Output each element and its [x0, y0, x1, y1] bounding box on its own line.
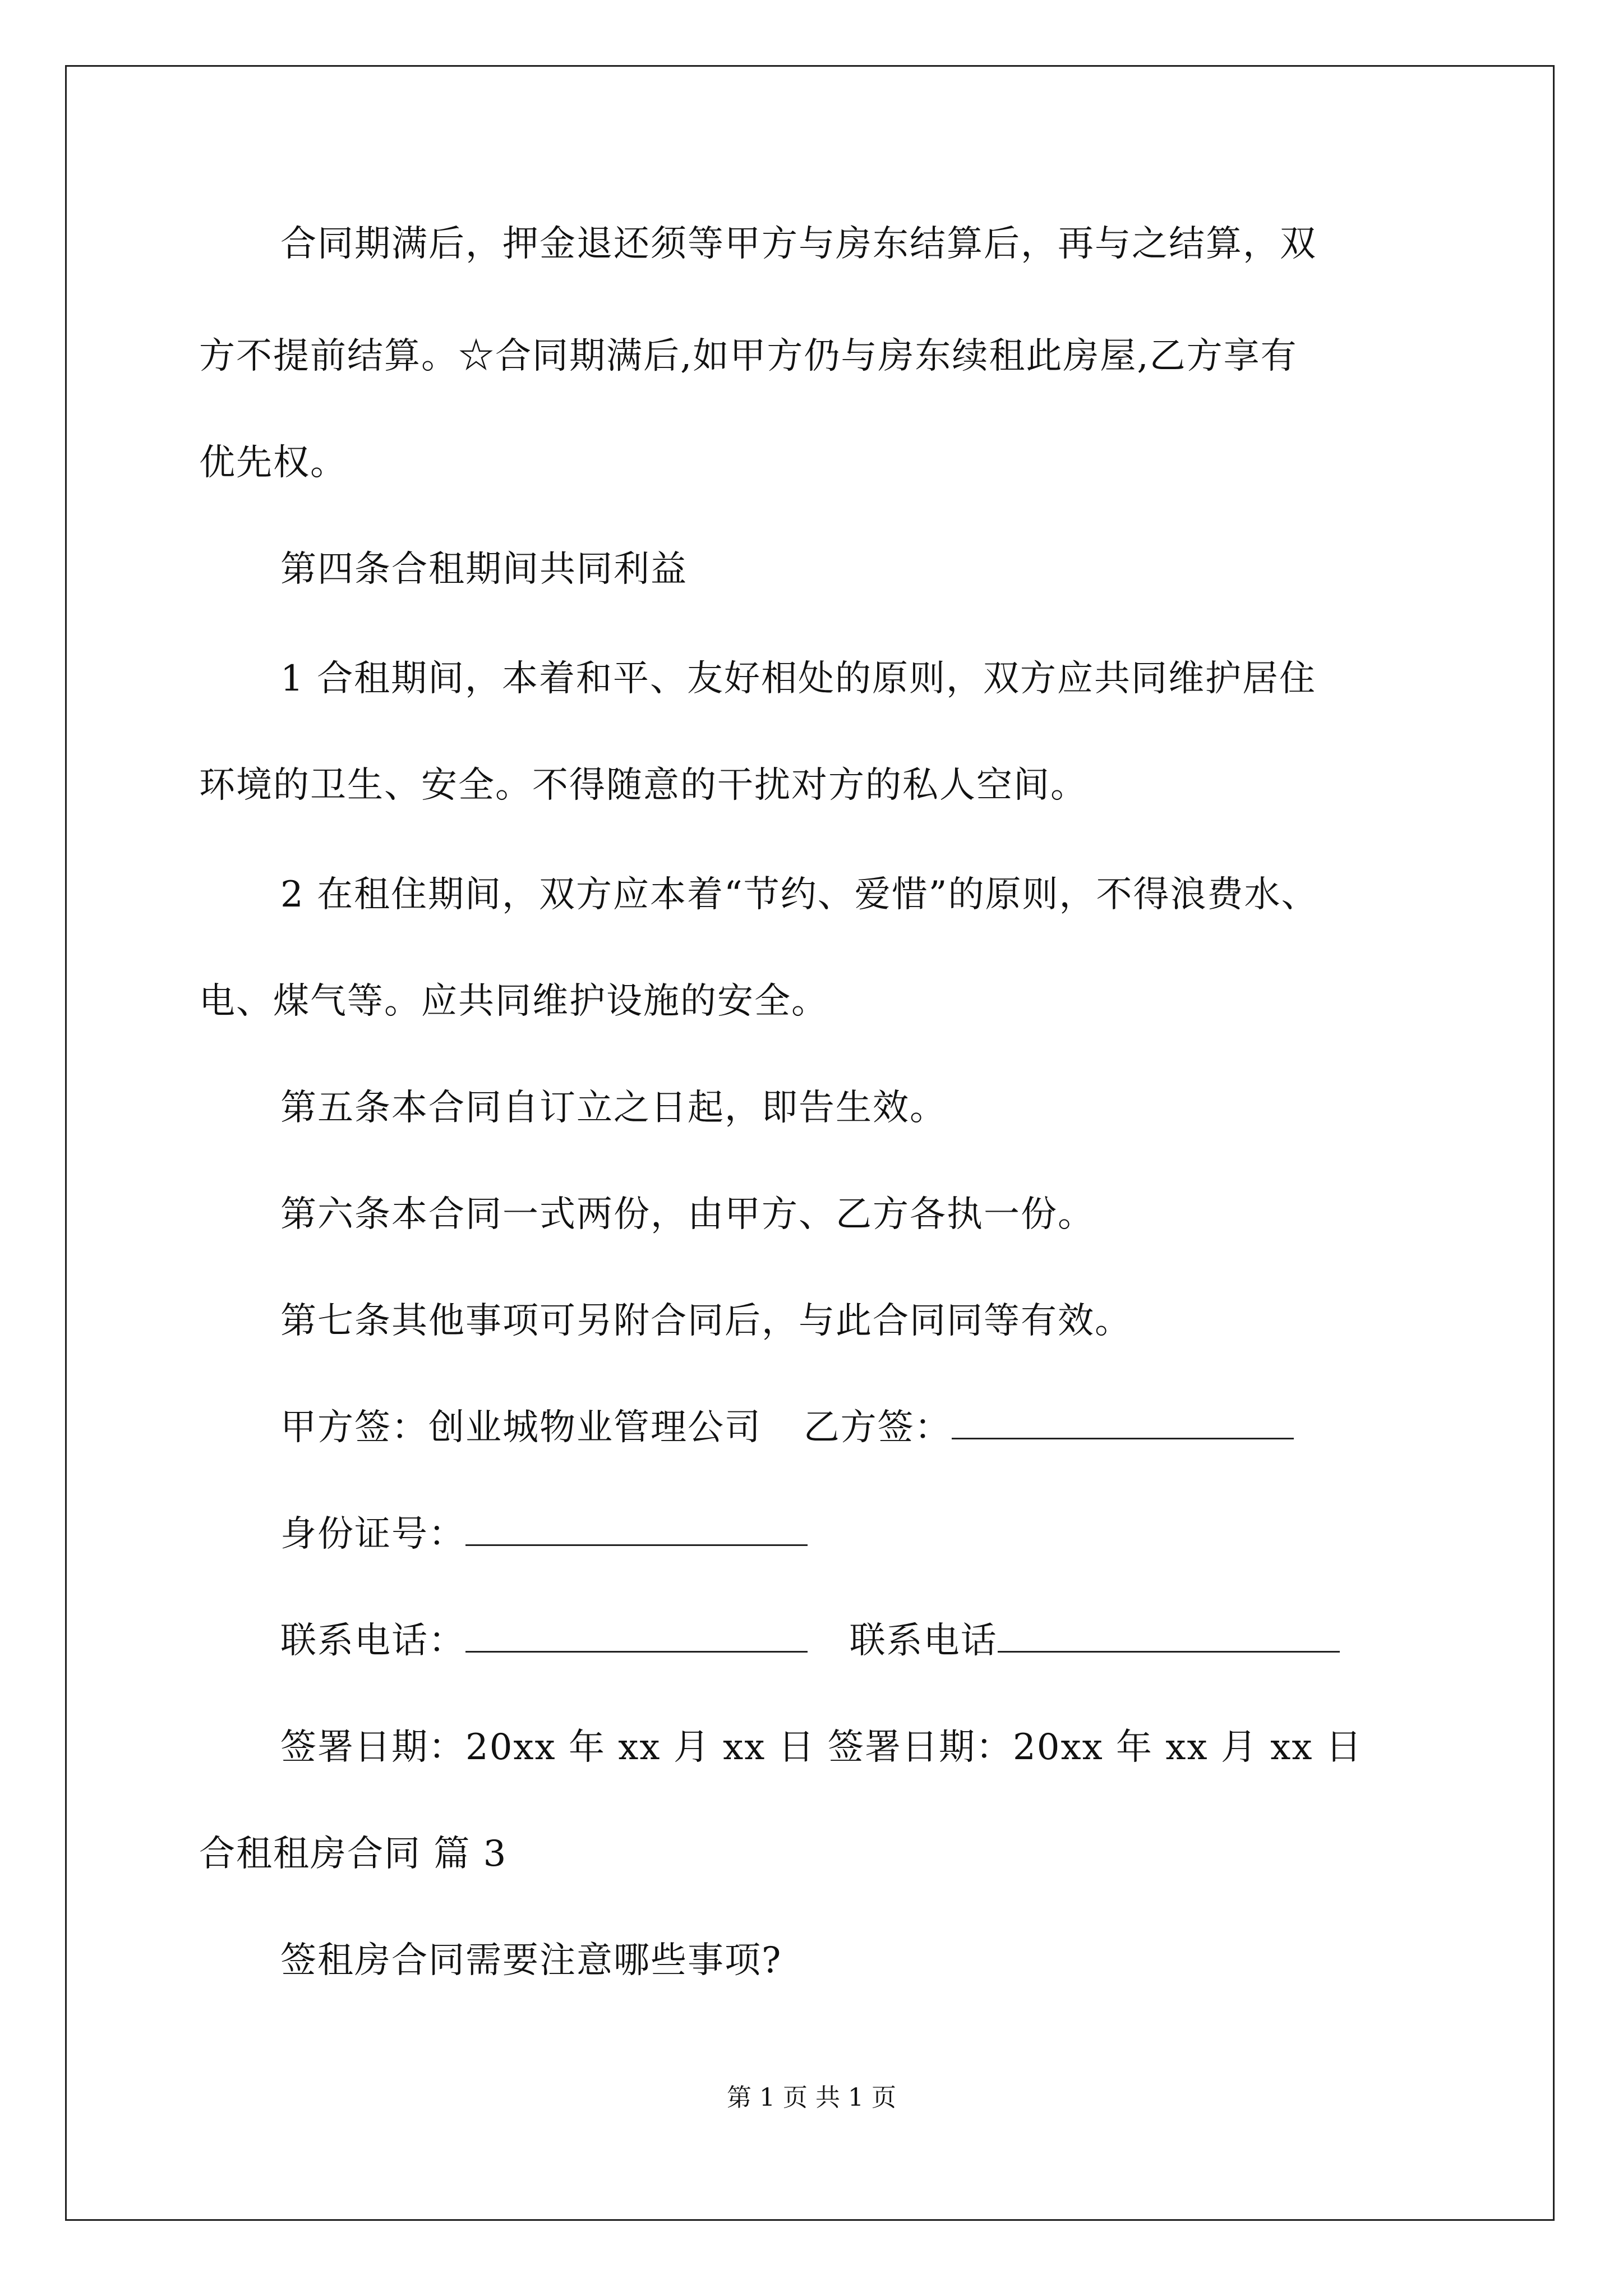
question-line: 签租房合同需要注意哪些事项? [280, 1940, 782, 1981]
phone-label-a: 联系电话： [280, 1620, 465, 1662]
article-line: 第五条本合同自订立之日起，即告生效。 [280, 1087, 947, 1129]
phone-blank-b[interactable] [998, 1618, 1340, 1653]
party-b-signature-label: 乙方签： [803, 1407, 952, 1448]
paragraph-line: 优先权。 [199, 442, 347, 484]
article-line: 第七条其他事项可另附合同后，与此合同同等有效。 [280, 1300, 1132, 1342]
paragraph-line: 方不提前结算。☆合同期满后,如甲方仍与房东续租此房屋,乙方享有 [199, 335, 1298, 377]
signature-row [280, 1405, 1294, 1450]
phone-blank-a[interactable] [465, 1618, 808, 1653]
paragraph-line: 合同期满后，押金退还须等甲方与房东结算后，再与之结算，双 [280, 223, 1317, 265]
date-row: 签署日期：20xx 年 xx 月 xx 日 签署日期：20xx 年 xx 月 xx 日 [280, 1727, 1363, 1768]
article-heading: 第四条合租期间共同利益 [280, 549, 688, 590]
party-b-signature-blank[interactable] [952, 1405, 1294, 1439]
section-title: 合租租房合同 篇 3 [199, 1833, 508, 1875]
paragraph-line: 环境的卫生、安全。不得随意的干扰对方的私人空间。 [199, 765, 1087, 806]
page-border [65, 65, 1555, 2221]
id-row [280, 1512, 808, 1557]
page-footer: 第 1 页 共 1 页 [727, 2083, 896, 2112]
paragraph-line: 1 合租期间，本着和平、友好相处的原则，双方应共同维护居住 [280, 658, 1317, 700]
party-a-signature: 甲方签：创业城物业管理公司 [280, 1407, 762, 1448]
phone-label-b: 联系电话 [849, 1620, 998, 1662]
phone-row [280, 1618, 1340, 1663]
paragraph-line: 2 在租住期间，双方应本着“节约、爱惜”的原则，不得浪费水、 [280, 874, 1318, 915]
article-line: 第六条本合同一式两份，由甲方、乙方各执一份。 [280, 1194, 1095, 1235]
paragraph-line: 电、煤气等。应共同维护设施的安全。 [199, 981, 828, 1022]
id-number-blank[interactable] [465, 1512, 808, 1546]
id-number-label: 身份证号： [280, 1513, 465, 1555]
